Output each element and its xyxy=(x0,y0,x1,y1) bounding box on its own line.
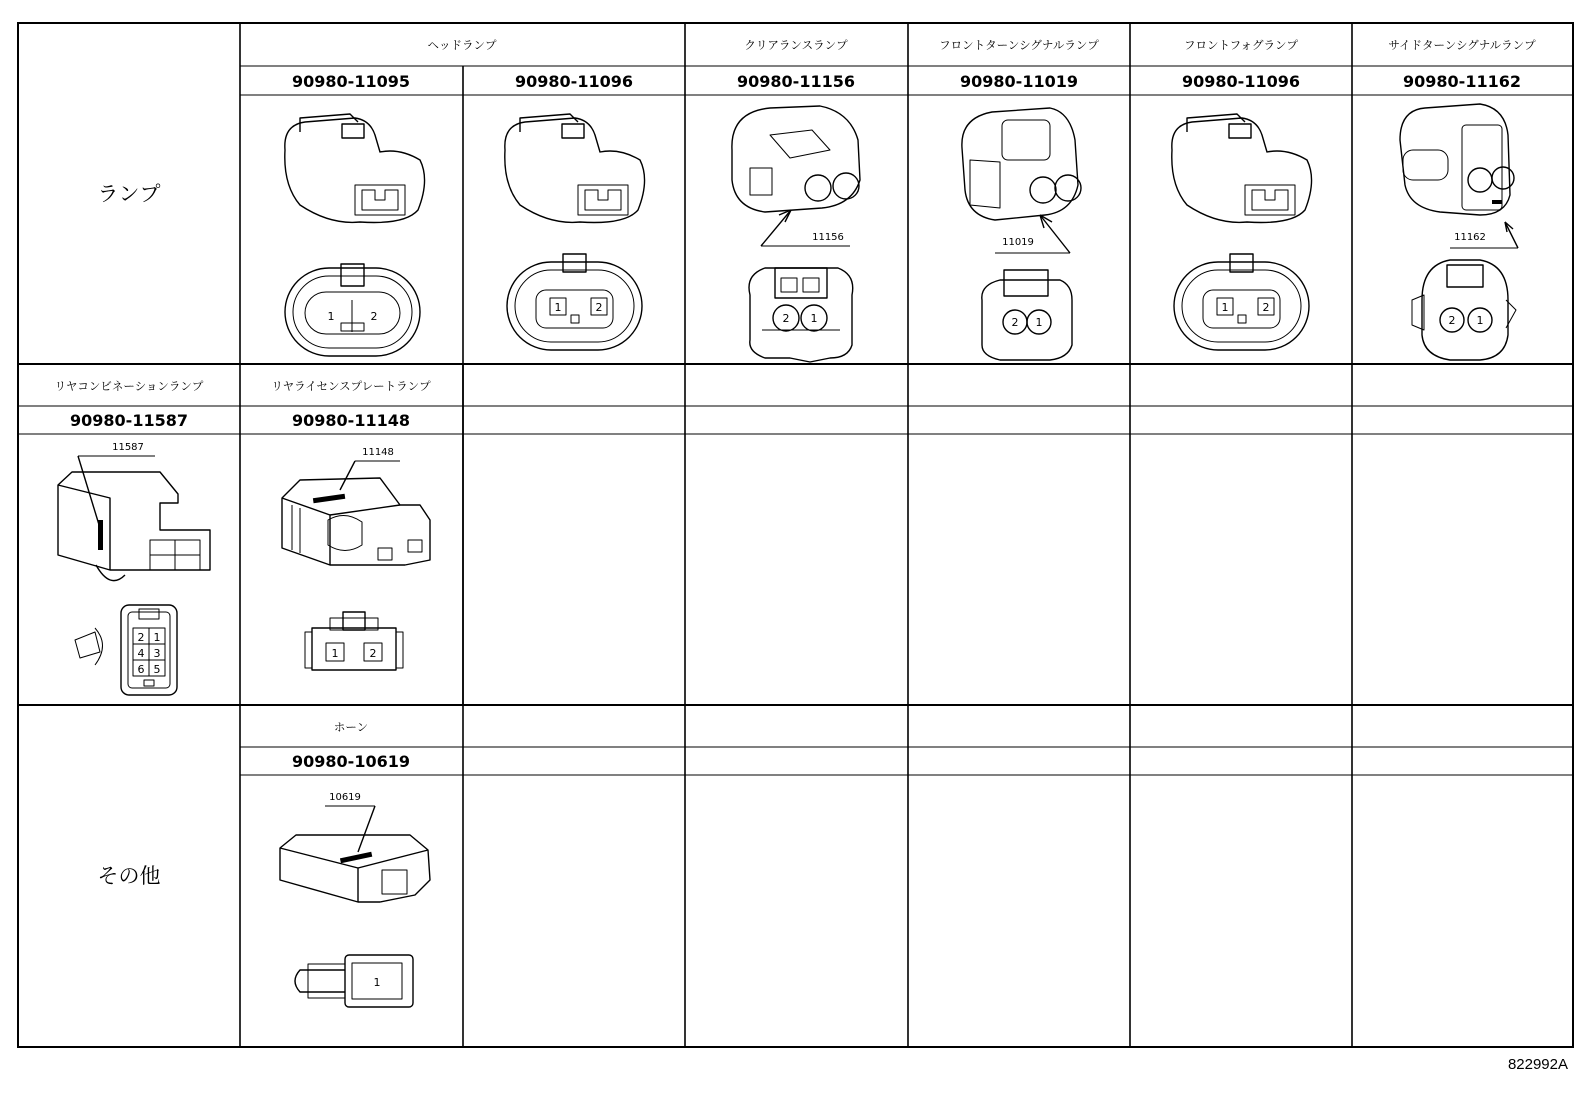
pin-face-11587 xyxy=(75,605,177,695)
pin-face-11096 xyxy=(507,254,642,350)
group-rear-combination-lamp: リヤコンビネーションランプ xyxy=(54,379,204,393)
connector-illustration-11096-fog xyxy=(1172,114,1312,223)
pin-label: 2 xyxy=(1262,301,1270,314)
pin-label: 1 xyxy=(1476,314,1484,327)
pin-label: 1 xyxy=(331,647,339,660)
part-number: 90980-11019 xyxy=(960,72,1078,91)
pin-label: 1 xyxy=(1035,316,1043,329)
pin-label: 1 xyxy=(554,301,562,314)
section-lamp: ランプ xyxy=(97,182,161,206)
group-license-plate-lamp: リヤライセンスプレートランプ xyxy=(271,379,431,393)
pin-label: 2 xyxy=(369,647,377,660)
group-front-turn-lamp: フロントターンシグナルランプ xyxy=(939,38,1099,52)
pin-label: 1 xyxy=(153,631,161,644)
connector-illustration-11096 xyxy=(505,114,645,223)
connector-illustration-11019 xyxy=(962,108,1081,253)
part-number: 90980-11095 xyxy=(292,72,410,91)
pin-label: 1 xyxy=(373,976,381,989)
pin-label: 1 xyxy=(810,312,818,325)
part-number: 90980-11162 xyxy=(1403,72,1521,91)
connector-tag: 11156 xyxy=(812,232,844,243)
connector-tag: 11148 xyxy=(362,447,394,458)
pin-label: 1 xyxy=(1221,301,1229,314)
pin-label: 6 xyxy=(137,663,145,676)
pin-label: 2 xyxy=(370,310,378,323)
part-number: 90980-11096 xyxy=(515,72,633,91)
connector-illustration-11148 xyxy=(282,461,430,565)
part-number: 90980-11148 xyxy=(292,411,410,430)
group-horn: ホーン xyxy=(333,720,369,734)
pin-label: 2 xyxy=(782,312,790,325)
pin-face-11162 xyxy=(1412,260,1516,360)
part-number: 90980-11587 xyxy=(70,411,188,430)
connector-illustration-10619 xyxy=(280,806,430,902)
pin-label: 1 xyxy=(327,310,335,323)
pin-face-11156 xyxy=(749,268,853,362)
part-number: 90980-11156 xyxy=(737,72,855,91)
connector-tag: 10619 xyxy=(329,792,361,803)
connector-illustration-11162 xyxy=(1400,104,1518,248)
connector-tag: 11162 xyxy=(1454,232,1486,243)
table-grid xyxy=(18,23,1573,1047)
pin-label: 2 xyxy=(137,631,145,644)
group-front-fog-lamp: フロントフォグランプ xyxy=(1183,38,1299,52)
group-head-lamp: ヘッドランプ xyxy=(427,38,497,52)
pin-face-10619 xyxy=(295,955,413,1007)
connector-illustration-11095 xyxy=(285,114,425,223)
part-number: 90980-11096 xyxy=(1182,72,1300,91)
group-side-turn-lamp: サイドターンシグナルランプ xyxy=(1388,38,1536,52)
pin-label: 2 xyxy=(595,301,603,314)
section-other: その他 xyxy=(97,864,161,888)
pin-label: 5 xyxy=(153,663,161,676)
connector-illustration-11587 xyxy=(58,456,210,581)
connector-illustration-11156 xyxy=(732,106,860,246)
pin-label: 4 xyxy=(137,647,145,660)
pin-label: 2 xyxy=(1448,314,1456,327)
pin-label: 3 xyxy=(153,647,161,660)
pin-face-11095 xyxy=(285,264,420,356)
connector-tag: 11587 xyxy=(112,442,144,453)
pin-label: 2 xyxy=(1011,316,1019,329)
pin-face-11096-fog xyxy=(1174,254,1309,350)
pin-face-11148 xyxy=(305,612,403,670)
connector-tag: 11019 xyxy=(1002,237,1034,248)
group-clearance-lamp: クリアランスランプ xyxy=(744,38,848,52)
part-number: 90980-10619 xyxy=(292,752,410,771)
drawing-reference: 822992A xyxy=(1507,1056,1568,1073)
pin-face-11019 xyxy=(982,270,1072,360)
